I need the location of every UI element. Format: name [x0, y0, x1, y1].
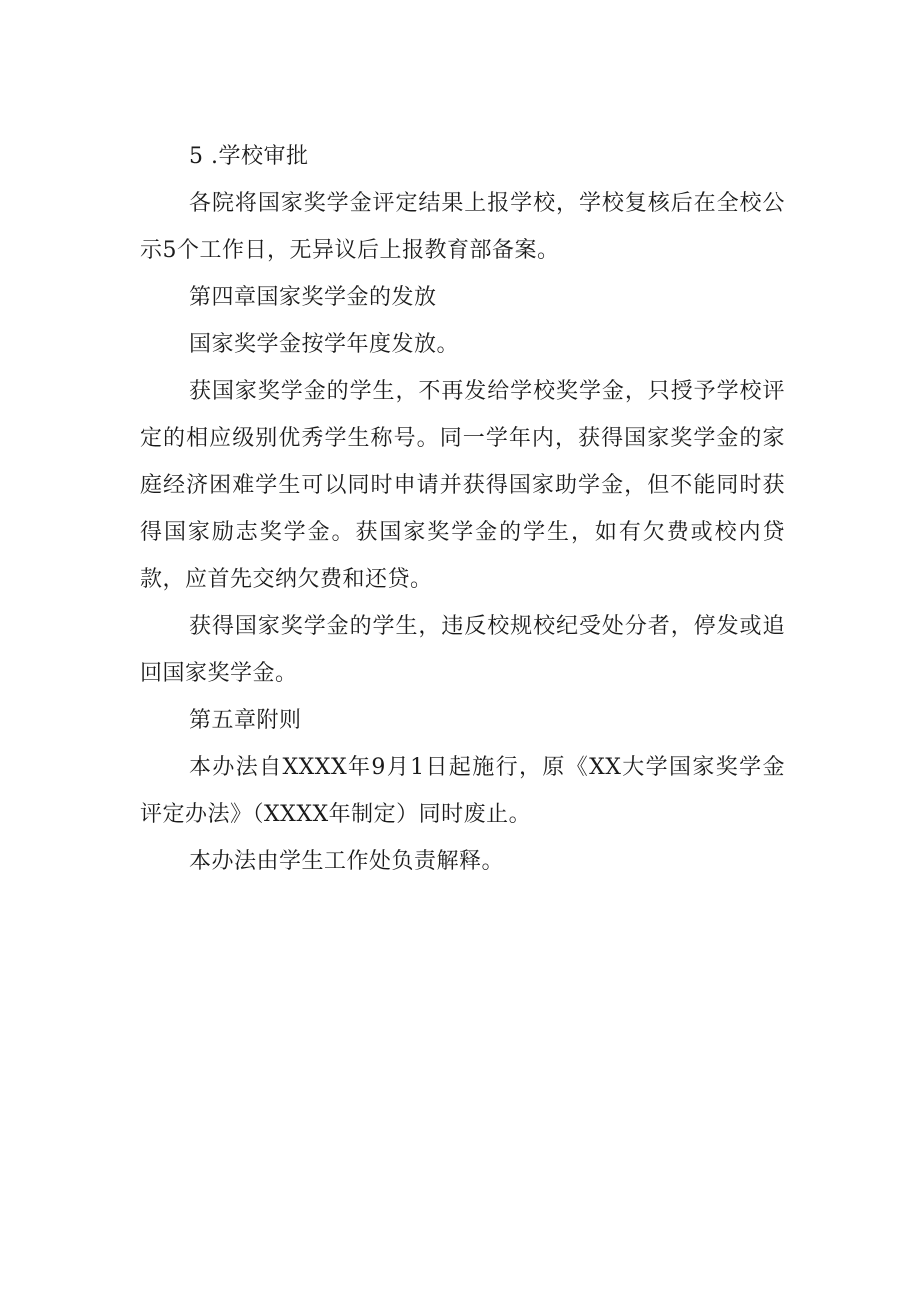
paragraph-approval-process: 各院将国家奖学金评定结果上报学校，学校复核后在全校公示5个工作日，无异议后上报教育部备案。	[140, 191, 785, 263]
paragraph-disbursement: 国家奖学金按学年度发放。	[189, 332, 460, 357]
section-heading-school-approval: 5 .学校审批	[189, 144, 309, 169]
document-body	[140, 133, 785, 885]
chapter-heading-five: 第五章附则	[189, 708, 302, 733]
paragraph-revocation: 获得国家奖学金的学生，违反校规校纪受处分者，停发或追回国家奖学金。	[140, 614, 785, 686]
paragraph-recipient-rules: 获国家奖学金的学生，不再发给学校奖学金，只授予学校评定的相应级别优秀学生称号。同一学年内，获得国家奖学金的家庭经济困难学生可以同时申请并获得国家助学金，但不能同时获得国家励志奖学金。获国家奖学金的学生，如有欠费或校内贷款，应首先交纳欠费和还贷。	[140, 379, 785, 592]
chapter-heading-four: 第四章国家奖学金的发放	[189, 285, 437, 310]
paragraph-interpretation: 本办法由学生工作处负责解释。	[189, 849, 505, 874]
paragraph-effective-date: 本办法自XXXX年9月1日起施行，原《XX大学国家奖学金评定办法》（XXXX年制定）同时废止。	[140, 755, 785, 827]
